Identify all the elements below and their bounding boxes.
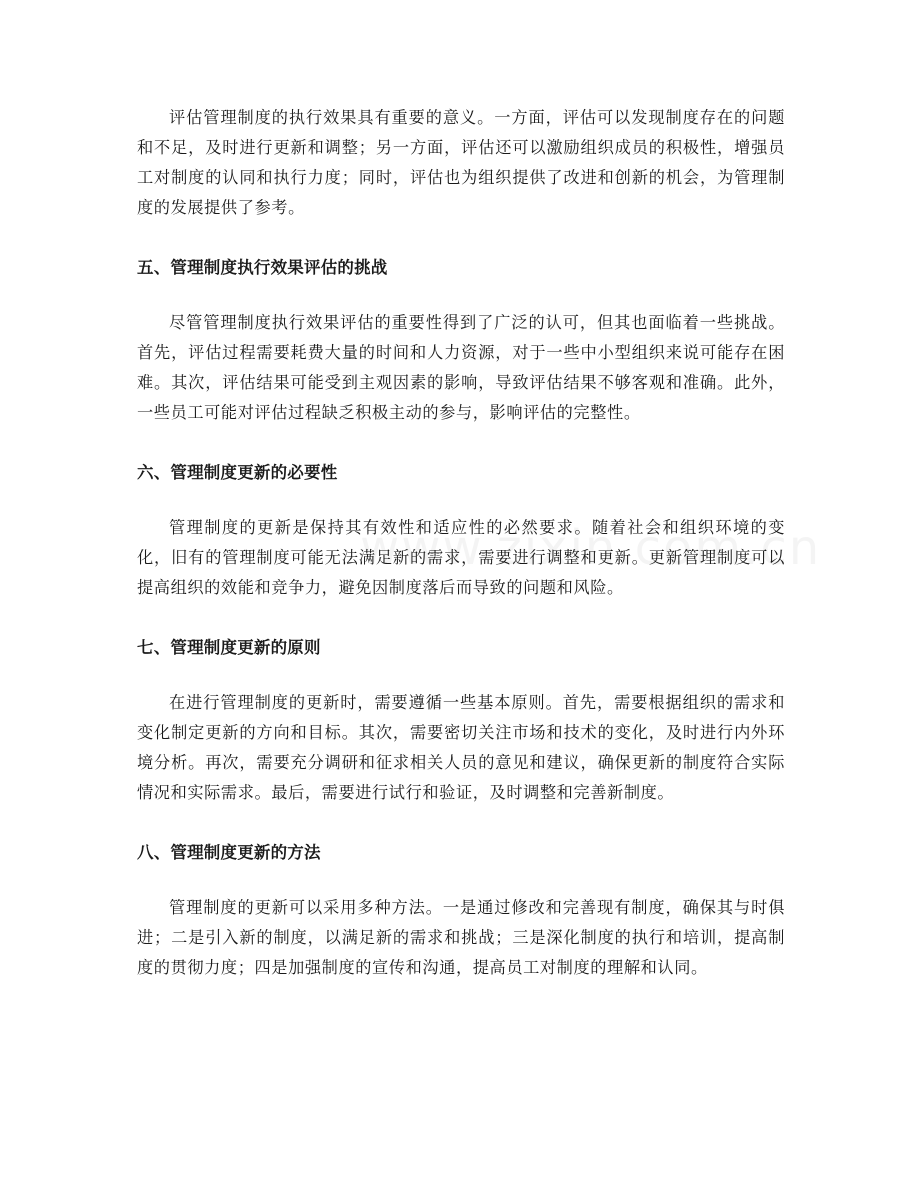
section-5-paragraph: 尽管管理制度执行效果评估的重要性得到了广泛的认可，但其也面临着一些挑战。首先，评估过程需要耗费大量的时间和人力资源，对于一些中小型组织来说可能存在困难。其次，评估结果可能受到主观因素的影响，导致评估结果不够客观和准确。此外，一些员工可能对评估过程缺乏积极主动的参与，影响评估的完整性。 (137, 313, 785, 422)
section-5-heading: 五、管理制度执行效果评估的挑战 (137, 258, 388, 277)
section-8-paragraph: 管理制度的更新可以采用多种方法。一是通过修改和完善现有制度，确保其与时俱进；二是引入新的制度，以满足新的需求和挑战；三是深化制度的执行和培训，提高制度的贯彻力度；四是加强制度的宣传和沟通，提高员工对制度的理解和认同。 (137, 898, 785, 977)
section-6-paragraph: 管理制度的更新是保持其有效性和适应性的必然要求。随着社会和组织环境的变化，旧有的管理制度可能无法满足新的需求，需要进行调整和更新。更新管理制度可以提高组织的效能和竞争力，避免因制度落后而导致的问题和风险。 (137, 518, 785, 597)
section-6-heading: 六、管理制度更新的必要性 (137, 463, 338, 482)
section-8-heading: 八、管理制度更新的方法 (137, 843, 321, 862)
section-7-heading: 七、管理制度更新的原则 (137, 638, 321, 657)
section-7-paragraph: 在进行管理制度的更新时，需要遵循一些基本原则。首先，需要根据组织的需求和变化制定更新的方向和目标。其次，需要密切关注市场和技术的变化，及时进行内外环境分析。再次，需要充分调研和征求相关人员的意见和建议，确保更新的制度符合实际情况和实际需求。最后，需要进行试行和验证，及时调整和完善新制度。 (137, 693, 785, 802)
intro-paragraph: 评估管理制度的执行效果具有重要的意义。一方面，评估可以发现制度存在的问题和不足，及时进行更新和调整；另一方面，评估还可以激励组织成员的积极性，增强员工对制度的认同和执行力度；同时，评估也为组织提供了改进和创新的机会，为管理制度的发展提供了参考。 (137, 108, 785, 217)
document-content (137, 103, 785, 983)
